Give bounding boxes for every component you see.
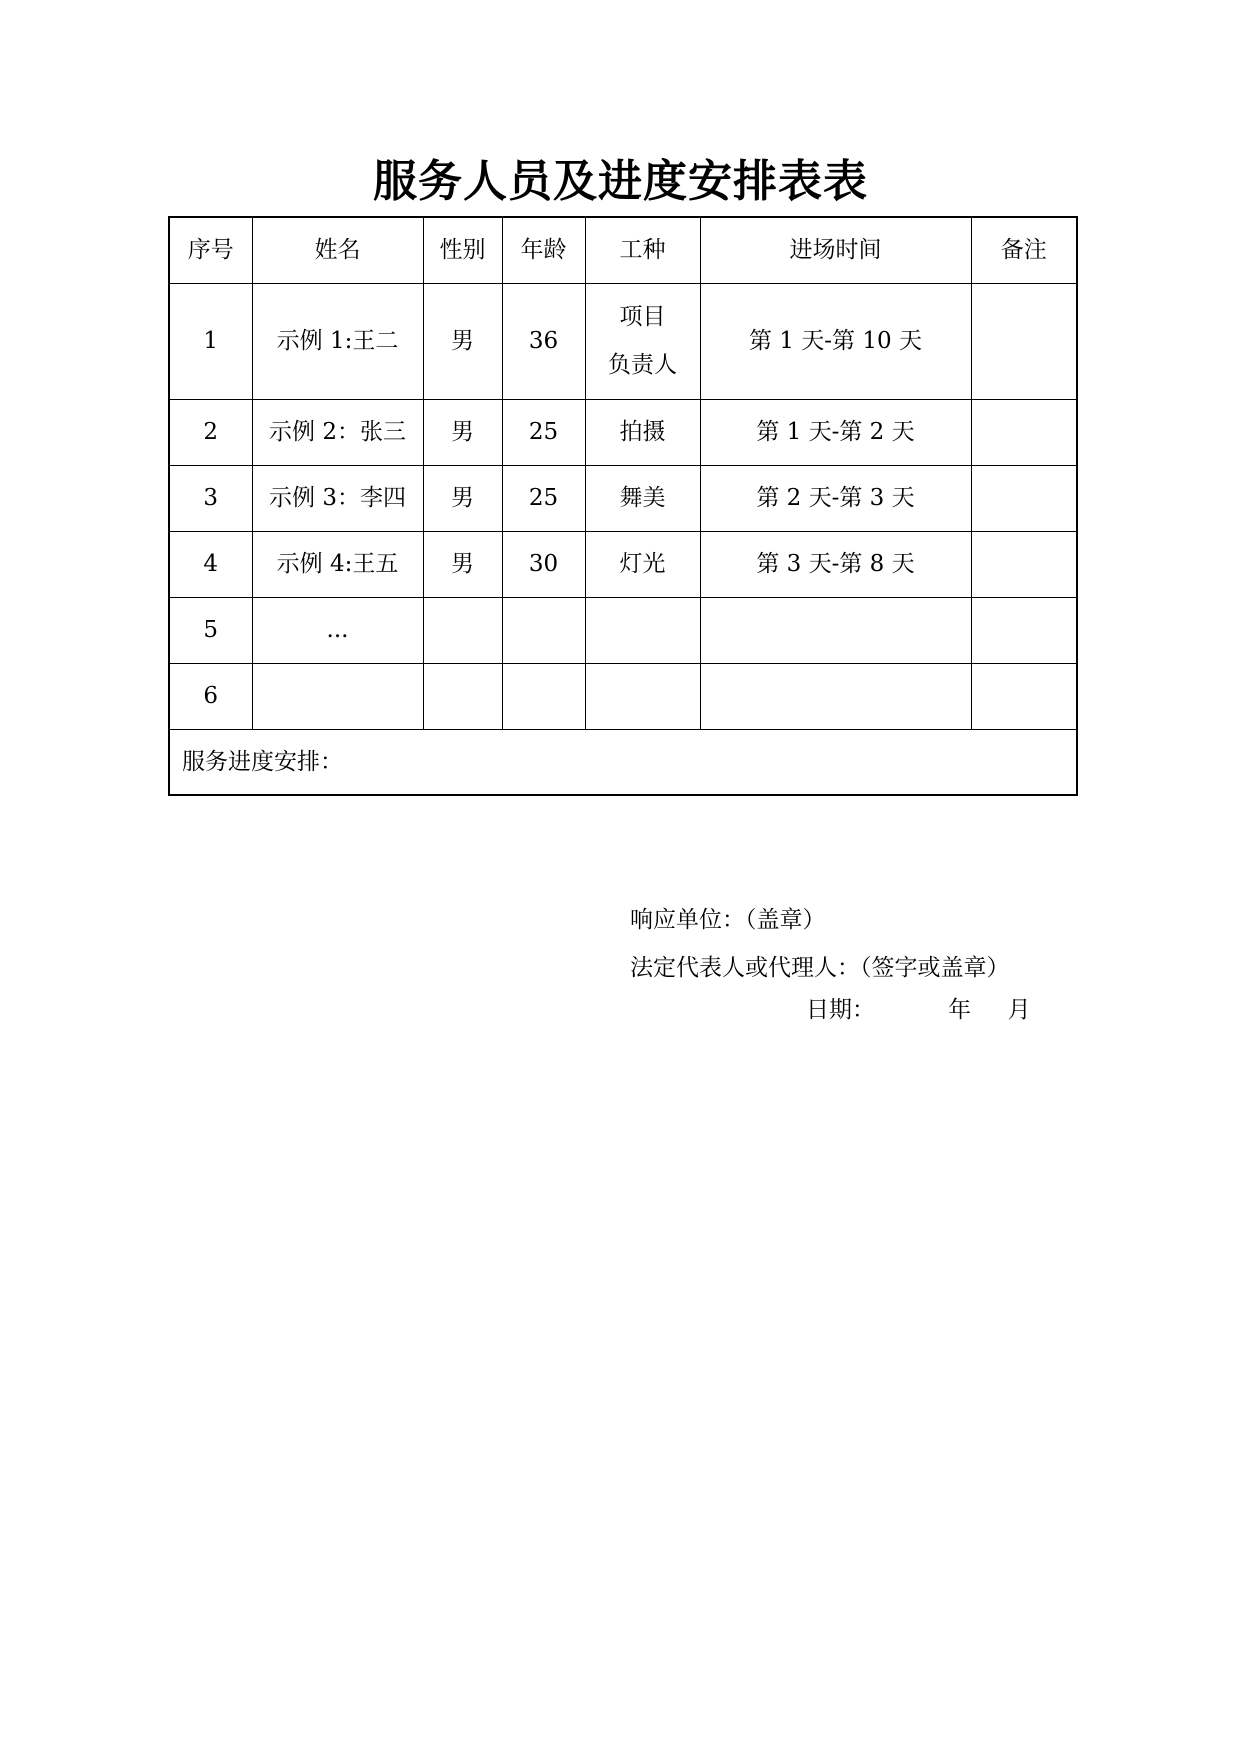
- cell-job: [585, 597, 700, 663]
- cell-gender: 男: [423, 283, 502, 399]
- cell-name: 示例 2：张三: [252, 399, 423, 465]
- cell-note: [971, 663, 1077, 729]
- cell-time: 第 3 天-第 8 天: [700, 531, 971, 597]
- cell-time: 第 1 天-第 2 天: [700, 399, 971, 465]
- cell-name: 示例 3：李四: [252, 465, 423, 531]
- cell-job: 舞美: [585, 465, 700, 531]
- cell-age: 30: [502, 531, 585, 597]
- cell-note: [971, 399, 1077, 465]
- table-row: [169, 399, 1077, 465]
- header-job: 工种: [585, 217, 700, 283]
- cell-no: 4: [169, 531, 252, 597]
- table-row: [169, 597, 1077, 663]
- header-no: 序号: [169, 217, 252, 283]
- cell-age: 25: [502, 399, 585, 465]
- header-time: 进场时间: [700, 217, 971, 283]
- cell-age: [502, 597, 585, 663]
- cell-name: [252, 663, 423, 729]
- header-note: 备注: [971, 217, 1077, 283]
- table-row: [169, 465, 1077, 531]
- cell-job: [585, 663, 700, 729]
- cell-gender: [423, 597, 502, 663]
- cell-gender: 男: [423, 399, 502, 465]
- cell-time: [700, 597, 971, 663]
- cell-no: 1: [169, 283, 252, 399]
- cell-note: [971, 597, 1077, 663]
- cell-no: 6: [169, 663, 252, 729]
- cell-no: 5: [169, 597, 252, 663]
- table-row: [169, 283, 1077, 399]
- staff-schedule-table: [168, 216, 1078, 796]
- cell-note: [971, 465, 1077, 531]
- cell-age: 25: [502, 465, 585, 531]
- cell-gender: [423, 663, 502, 729]
- cell-job: 灯光: [585, 531, 700, 597]
- header-name: 姓名: [252, 217, 423, 283]
- cell-time: 第 1 天-第 10 天: [700, 283, 971, 399]
- table-header-row: [169, 217, 1077, 283]
- header-age: 年龄: [502, 217, 585, 283]
- cell-time: 第 2 天-第 3 天: [700, 465, 971, 531]
- cell-note: [971, 283, 1077, 399]
- cell-age: [502, 663, 585, 729]
- cell-job-line1: 项目: [619, 304, 666, 330]
- schedule-label: 服务进度安排：: [169, 729, 1077, 795]
- cell-name: 示例 4:王五: [252, 531, 423, 597]
- cell-time: [700, 663, 971, 729]
- cell-gender: 男: [423, 465, 502, 531]
- cell-job: [585, 283, 700, 399]
- header-gender: 性别: [423, 217, 502, 283]
- cell-note: [971, 531, 1077, 597]
- legal-representative-label: 法定代表人或代理人：（签字或盖章）: [630, 955, 1010, 981]
- cell-name: ...: [252, 597, 423, 663]
- cell-job-line2: 负责人: [608, 352, 677, 378]
- cell-job: 拍摄: [585, 399, 700, 465]
- cell-no: 2: [169, 399, 252, 465]
- table-row: [169, 663, 1077, 729]
- document-title: 服务人员及进度安排表表: [373, 156, 868, 207]
- cell-gender: 男: [423, 531, 502, 597]
- cell-age: 36: [502, 283, 585, 399]
- date-label: 日期： 年 月: [806, 997, 1031, 1023]
- cell-no: 3: [169, 465, 252, 531]
- schedule-row: [169, 729, 1077, 795]
- cell-name: 示例 1:王二: [252, 283, 423, 399]
- responding-unit-label: 响应单位：（盖章）: [630, 907, 826, 933]
- table-row: [169, 531, 1077, 597]
